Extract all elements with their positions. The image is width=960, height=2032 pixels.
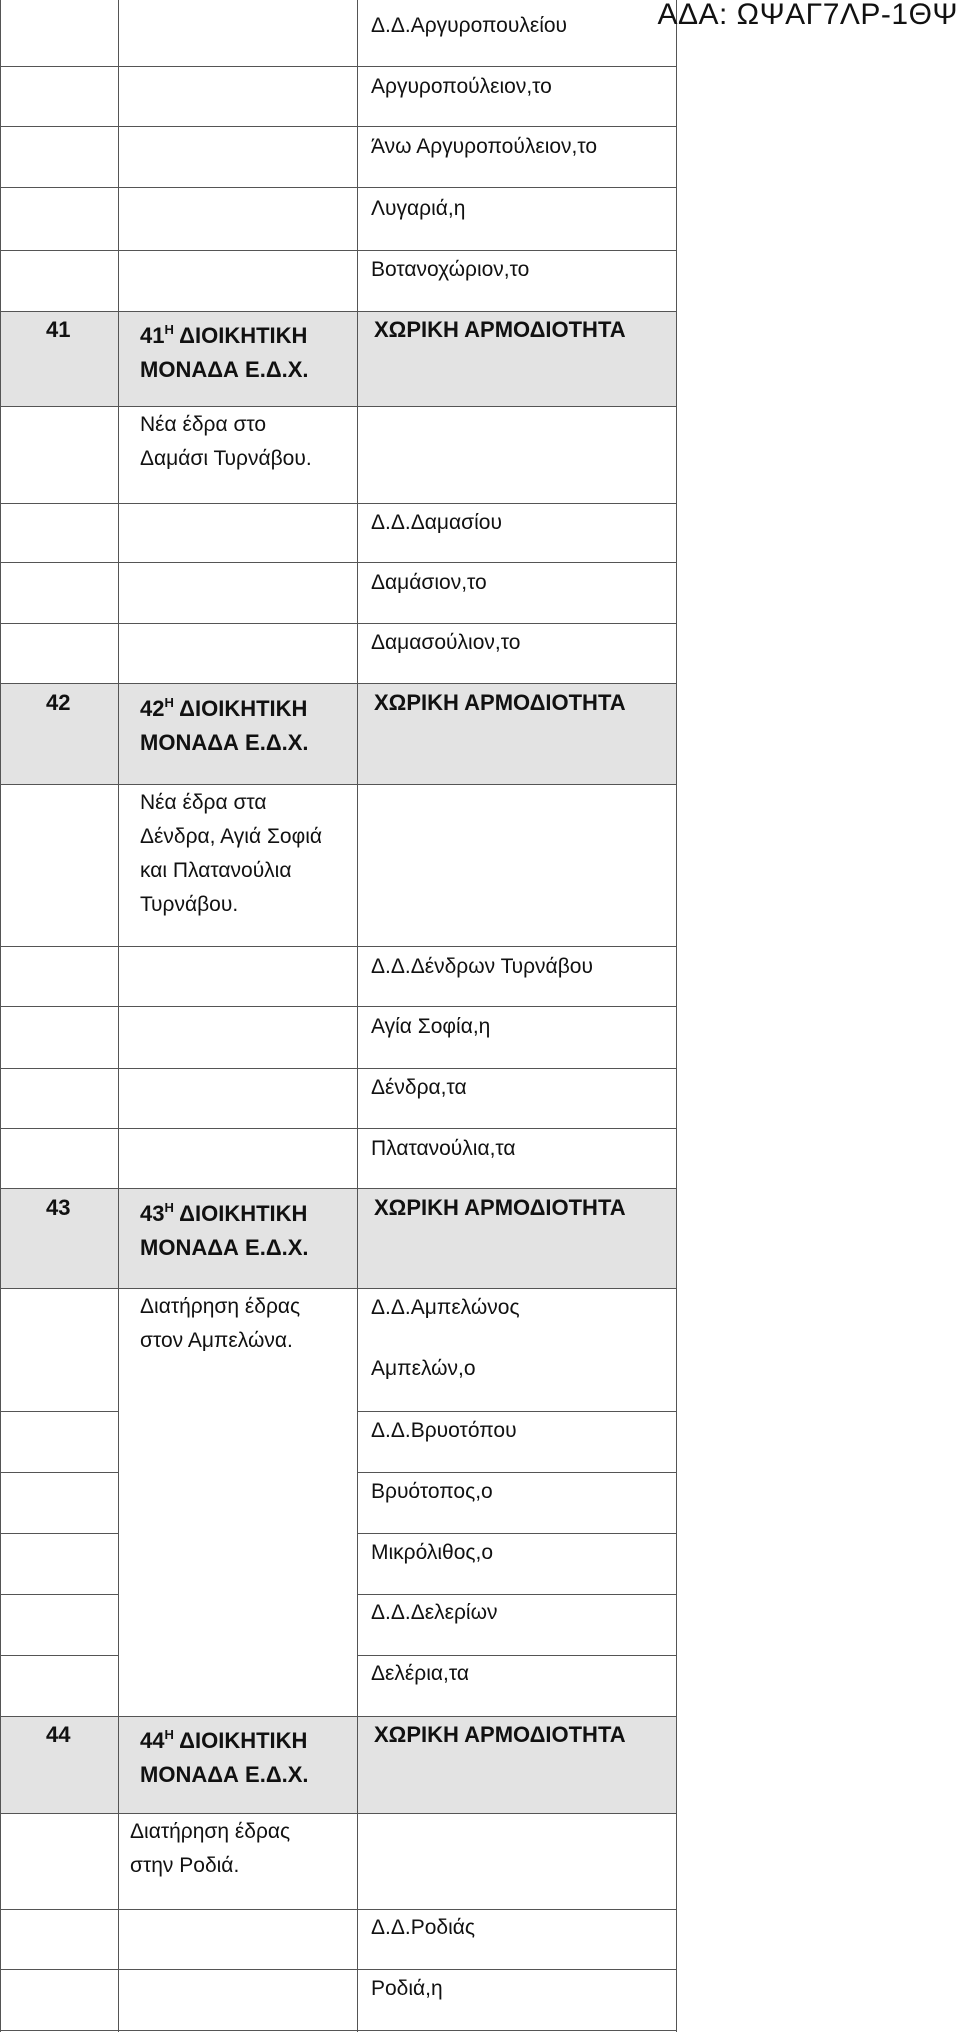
place-name: Δ.Δ.Δένδρων Τυρνάβου xyxy=(371,955,593,978)
seat-note-line: Νέα έδρα στο xyxy=(140,413,267,436)
unit-ordinal: 42 xyxy=(140,696,165,721)
place-name: Ροδιά,η xyxy=(371,1977,443,2000)
seat-note-line: Διατήρηση έδρας xyxy=(130,1820,291,1843)
row-divider xyxy=(0,311,677,312)
seat-note xyxy=(130,1815,290,1883)
place-name: Δ.Δ.Αργυροπουλείου xyxy=(371,14,568,37)
seat-note-line: στην Ροδιά. xyxy=(130,1854,240,1877)
row-divider xyxy=(0,1909,677,1910)
row-divider xyxy=(0,1533,119,1534)
place-name: Βρυότοπος,ο xyxy=(371,1480,493,1503)
row-divider xyxy=(0,623,677,624)
unit-name xyxy=(140,686,309,760)
unit-name xyxy=(140,313,309,387)
row-divider xyxy=(0,2030,677,2031)
place-name: Δένδρα,τα xyxy=(371,1076,467,1099)
row-divider xyxy=(357,1411,677,1412)
row-divider xyxy=(0,1716,677,1717)
jurisdiction-heading: ΧΩΡΙΚΗ ΑΡΜΟΔΙΟΤΗΤΑ xyxy=(374,1722,626,1747)
place-name: Δ.Δ.Δαμασίου xyxy=(371,511,502,534)
unit-name-line1: ΔΙΟΙΚΗΤΙΚΗ xyxy=(179,696,308,721)
unit-ordinal: 43 xyxy=(140,1201,165,1226)
seat-note xyxy=(140,786,322,922)
ada-watermark: ΑΔΑ: ΩΨΑΓ7ΛΡ-1ΘΨ xyxy=(657,0,958,31)
row-divider xyxy=(0,1472,119,1473)
place-name: Δ.Δ.Ροδιάς xyxy=(371,1916,476,1939)
seat-note-line: Δαμάσι Τυρνάβου. xyxy=(140,447,312,470)
place-name: Δ.Δ.Βρυοτόπου xyxy=(371,1419,517,1442)
unit-number: 41 xyxy=(46,317,71,342)
row-divider xyxy=(0,1813,677,1814)
row-divider xyxy=(0,1068,677,1069)
row-divider xyxy=(0,1655,119,1656)
unit-number: 42 xyxy=(46,690,71,715)
row-divider xyxy=(0,784,677,785)
unit-ordinal-suffix: Η xyxy=(164,1200,174,1215)
seat-note-line: Δένδρα, Αγιά Σοφιά xyxy=(140,825,323,848)
unit-ordinal: 44 xyxy=(140,1728,165,1753)
place-name: Αγία Σοφία,η xyxy=(371,1015,491,1038)
row-divider xyxy=(0,1188,677,1189)
row-divider xyxy=(0,683,677,684)
place-name: Δαμάσιον,το xyxy=(371,571,487,594)
unit-name-line1: ΔΙΟΙΚΗΤΙΚΗ xyxy=(179,323,308,348)
unit-name-line2: ΜΟΝΑΔΑ Ε.Δ.Χ. xyxy=(140,1235,309,1260)
unit-name-line1: ΔΙΟΙΚΗΤΙΚΗ xyxy=(179,1201,308,1226)
unit-name-line1: ΔΙΟΙΚΗΤΙΚΗ xyxy=(179,1728,308,1753)
row-divider xyxy=(0,66,677,67)
row-divider xyxy=(0,1411,119,1412)
row-divider xyxy=(0,126,677,127)
unit-name-line2: ΜΟΝΑΔΑ Ε.Δ.Χ. xyxy=(140,357,309,382)
unit-ordinal-suffix: Η xyxy=(164,322,174,337)
row-divider xyxy=(0,562,677,563)
unit-ordinal-suffix: Η xyxy=(164,1727,174,1742)
place-name: Πλατανούλια,τα xyxy=(371,1137,516,1160)
row-divider xyxy=(0,946,677,947)
unit-name-line2: ΜΟΝΑΔΑ Ε.Δ.Χ. xyxy=(140,1762,309,1787)
row-divider xyxy=(0,406,677,407)
jurisdiction-heading: ΧΩΡΙΚΗ ΑΡΜΟΔΙΟΤΗΤΑ xyxy=(374,1195,626,1220)
seat-note xyxy=(140,408,312,476)
column-divider xyxy=(118,0,119,2032)
jurisdiction-heading: ΧΩΡΙΚΗ ΑΡΜΟΔΙΟΤΗΤΑ xyxy=(374,317,626,342)
seat-note-line: Τυρνάβου. xyxy=(140,893,239,916)
place-name: Αμπελών,ο xyxy=(371,1357,476,1380)
unit-name-line2: ΜΟΝΑΔΑ Ε.Δ.Χ. xyxy=(140,730,309,755)
row-divider xyxy=(357,1655,677,1656)
place-name: Δ.Δ.Αμπελώνος xyxy=(371,1296,520,1319)
place-name: Δ.Δ.Δελερίων xyxy=(371,1601,498,1624)
unit-ordinal: 41 xyxy=(140,323,165,348)
place-name: Άνω Αργυροπούλειον,το xyxy=(371,135,598,158)
row-divider xyxy=(0,1969,677,1970)
column-divider xyxy=(357,0,358,2032)
place-name: Μικρόλιθος,ο xyxy=(371,1541,494,1564)
place-name: Λυγαριά,η xyxy=(371,197,466,220)
place-name: Δαμασούλιον,το xyxy=(371,631,521,654)
row-divider xyxy=(0,1288,677,1289)
column-divider xyxy=(0,0,1,2032)
seat-note-line: Νέα έδρα στα xyxy=(140,791,267,814)
row-divider xyxy=(0,250,677,251)
row-divider xyxy=(357,1472,677,1473)
seat-note-line: Διατήρηση έδρας xyxy=(140,1295,301,1318)
unit-name xyxy=(140,1191,309,1265)
place-name: Δελέρια,τα xyxy=(371,1662,469,1685)
place-name: Αργυροπούλειον,το xyxy=(371,75,552,98)
jurisdiction-heading: ΧΩΡΙΚΗ ΑΡΜΟΔΙΟΤΗΤΑ xyxy=(374,690,626,715)
seat-note-line: και Πλατανούλια xyxy=(140,859,292,882)
unit-ordinal-suffix: Η xyxy=(164,695,174,710)
unit-number: 43 xyxy=(46,1195,71,1220)
seat-note-line: στον Αμπελώνα. xyxy=(140,1329,293,1352)
row-divider xyxy=(357,1594,677,1595)
row-divider xyxy=(357,1533,677,1534)
unit-name xyxy=(140,1718,309,1792)
row-divider xyxy=(0,1594,119,1595)
unit-number: 44 xyxy=(46,1722,71,1747)
row-divider xyxy=(0,1128,677,1129)
row-divider xyxy=(0,503,677,504)
column-divider xyxy=(676,0,677,2032)
row-divider xyxy=(0,1006,677,1007)
row-divider xyxy=(0,187,677,188)
place-name: Βοτανοχώριον,το xyxy=(371,258,530,281)
seat-note xyxy=(140,1290,300,1358)
